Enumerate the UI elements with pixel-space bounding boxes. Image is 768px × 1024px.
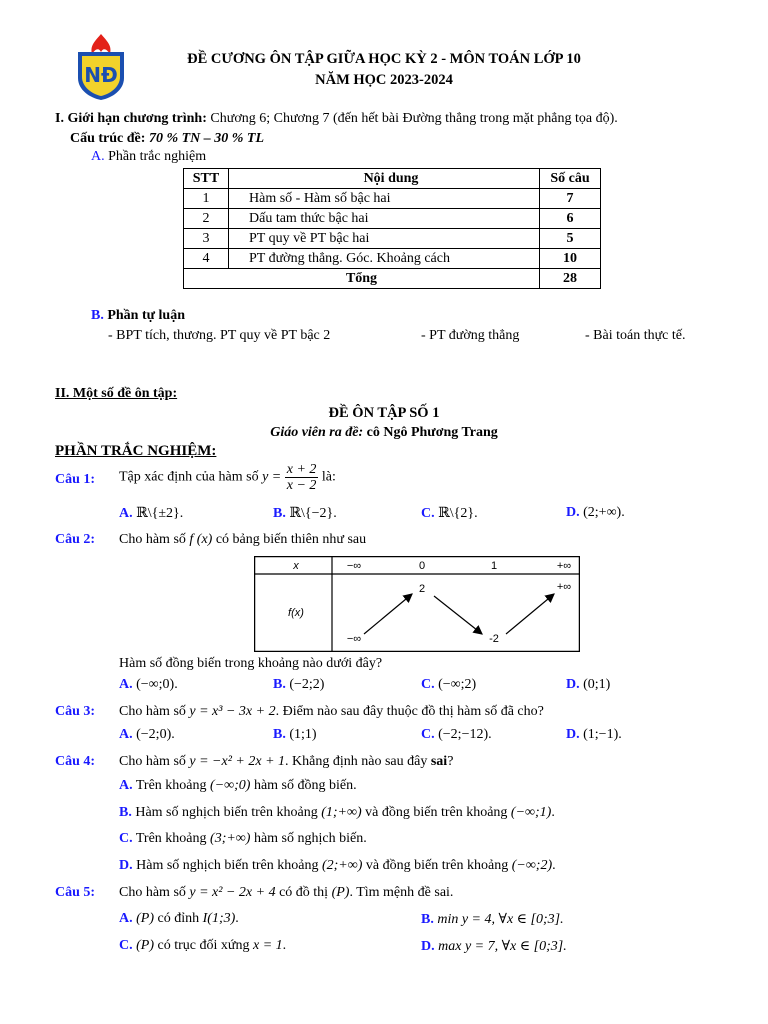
table-header-cell: Nội dung	[229, 169, 540, 189]
option-d[interactable]: D. (1;−1).	[566, 727, 622, 742]
partA-heading	[91, 149, 206, 165]
q1-fraction	[285, 462, 319, 493]
option-d[interactable]: D. max y = 7, ∀x ∈ [0;3].	[421, 939, 567, 954]
partB-heading	[91, 308, 185, 324]
bbt-x-value: 0	[418, 560, 426, 572]
structure-table	[183, 168, 601, 289]
bbt-x-value: 1	[490, 560, 498, 572]
section1-label: I. Giới hạn chương trình:	[55, 111, 207, 126]
q1-numerator: x + 2	[286, 462, 317, 477]
table-cell: Hàm số - Hàm số bậc hai	[229, 189, 540, 209]
table-cell: PT quy về PT bậc hai	[229, 229, 540, 249]
option-d[interactable]: D. Hàm số nghịch biến trên khoảng (2;+∞) và đồng biến trên khoảng (−∞;2).	[119, 858, 556, 873]
question-label: Câu 5:	[55, 885, 96, 900]
table-cell: 10	[540, 249, 601, 269]
option-a[interactable]: A. ℝ\{±2}.	[119, 506, 184, 521]
table-header-row	[184, 169, 601, 189]
teacher-label: Giáo viên ra đề:	[270, 425, 364, 440]
question-label: Câu 1:	[55, 472, 96, 487]
option-d[interactable]: D. (0;1)	[566, 677, 611, 692]
option-b[interactable]: B. min y = 4, ∀x ∈ [0;3].	[421, 912, 564, 927]
question-label: Câu 3:	[55, 704, 96, 719]
partB-title: Phần tự luận	[103, 308, 185, 323]
q1-text-after: là:	[318, 469, 336, 485]
structure-label: Cấu trúc đề:	[70, 131, 149, 146]
bbt-x-value: +∞	[556, 560, 572, 572]
part-title: PHẦN TRẮC NGHIỆM:	[55, 443, 217, 459]
q1-fx-left: y =	[262, 469, 282, 485]
bbt-fx-label: f(x)	[288, 607, 304, 619]
variation-table	[254, 556, 580, 652]
bbt-x-value: −∞	[346, 560, 362, 572]
school-year: NĂM HỌC 2023-2024	[315, 72, 453, 88]
table-cell: 6	[540, 209, 601, 229]
option-b[interactable]: B. ℝ\{−2}.	[273, 506, 337, 521]
exam-title: ĐỀ ÔN TẬP SỐ 1	[328, 405, 440, 421]
page-title: ĐỀ CƯƠNG ÔN TẬP GIỮA HỌC KỲ 2 - MÔN TOÁN LỚP 10	[187, 51, 581, 67]
section2-label: II. Một số đề ôn tập:	[55, 386, 178, 401]
section1-line	[55, 111, 618, 127]
table-header-cell: STT	[184, 169, 229, 189]
option-b[interactable]: B. Hàm số nghịch biến trên khoảng (1;+∞) và đồng biến trên khoảng (−∞;1).	[119, 805, 555, 820]
q1-denominator: x − 2	[286, 478, 317, 493]
option-a[interactable]: A. (−2;0).	[119, 727, 175, 742]
table-cell: 1	[184, 189, 229, 209]
option-c[interactable]: C. (P) có trục đối xứng x = 1.	[119, 938, 287, 953]
table-row	[184, 229, 601, 249]
partB-letter: B.	[91, 308, 104, 323]
option-c[interactable]: C. Trên khoảng (3;+∞) hàm số nghịch biến.	[119, 831, 367, 846]
structure-line	[70, 131, 264, 147]
option-a[interactable]: A. (P) có đỉnh I(1;3).	[119, 911, 239, 926]
table-header-cell: Số câu	[540, 169, 601, 189]
table-row	[184, 249, 601, 269]
question-text: Cho hàm số y = x³ − 3x + 2. Điểm nào sau đây thuộc đồ thị hàm số đã cho?	[119, 704, 544, 719]
bbt-fx-value: −∞	[346, 633, 362, 645]
partA-title: Phần trắc nghiệm	[104, 149, 207, 164]
question-text: Cho hàm số y = x² − 2x + 4 có đồ thị (P). Tìm mệnh đề sai.	[119, 885, 454, 900]
structure-value: 70 % TN – 30 % TL	[148, 131, 265, 146]
bbt-fx-value: 2	[418, 583, 426, 595]
section1-text: Chương 6; Chương 7 (đến hết bài Đường thẳng trong mặt phẳng tọa độ).	[206, 111, 618, 126]
table-cell: 2	[184, 209, 229, 229]
question-text: Cho hàm số f (x) có bảng biến thiên như sau	[119, 532, 367, 547]
teacher-line	[0, 425, 768, 441]
option-c[interactable]: C. (−∞;2)	[421, 677, 477, 692]
partB-item: - Bài toán thực tế.	[585, 328, 686, 343]
partB-item: - PT đường thẳng	[421, 328, 520, 343]
teacher-name: cô Ngô Phương Trang	[363, 425, 498, 440]
table-cell: 4	[184, 249, 229, 269]
table-cell: 7	[540, 189, 601, 209]
table-cell: PT đường thẳng. Góc. Khoảng cách	[229, 249, 540, 269]
table-total-row	[184, 269, 601, 289]
question-label: Câu 4:	[55, 754, 96, 769]
table-total-value: 28	[540, 269, 601, 289]
q1-text-before: Tập xác định của hàm số	[119, 469, 263, 485]
table-row	[184, 189, 601, 209]
bbt-x-label: x	[293, 560, 299, 572]
partA-letter: A.	[91, 149, 105, 164]
option-a[interactable]: A. (−∞;0).	[119, 677, 178, 692]
bbt-fx-value: -2	[489, 633, 499, 645]
question-text: Hàm số đồng biến trong khoảng nào dưới đây?	[119, 656, 383, 671]
logo-text: NĐ	[84, 63, 118, 87]
bbt-fx-value: +∞	[556, 581, 572, 593]
question-label: Câu 2:	[55, 532, 96, 547]
partB-item: - BPT tích, thương. PT quy về PT bậc 2	[108, 328, 331, 343]
option-b[interactable]: B. (1;1)	[273, 727, 317, 742]
table-row	[184, 209, 601, 229]
option-c[interactable]: C. (−2;−12).	[421, 727, 492, 742]
question-text	[119, 462, 336, 493]
option-a[interactable]: A. Trên khoảng (−∞;0) hàm số đồng biến.	[119, 778, 357, 793]
table-cell: Dấu tam thức bậc hai	[229, 209, 540, 229]
table-cell: 3	[184, 229, 229, 249]
question-text: Cho hàm số y = −x² + 2x + 1. Khẳng định nào sau đây sai?	[119, 754, 454, 769]
option-d[interactable]: D. (2;+∞).	[566, 505, 625, 520]
option-b[interactable]: B. (−2;2)	[273, 677, 325, 692]
table-total-label: Tổng	[184, 269, 540, 289]
option-c[interactable]: C. ℝ\{2}.	[421, 506, 478, 521]
table-cell: 5	[540, 229, 601, 249]
